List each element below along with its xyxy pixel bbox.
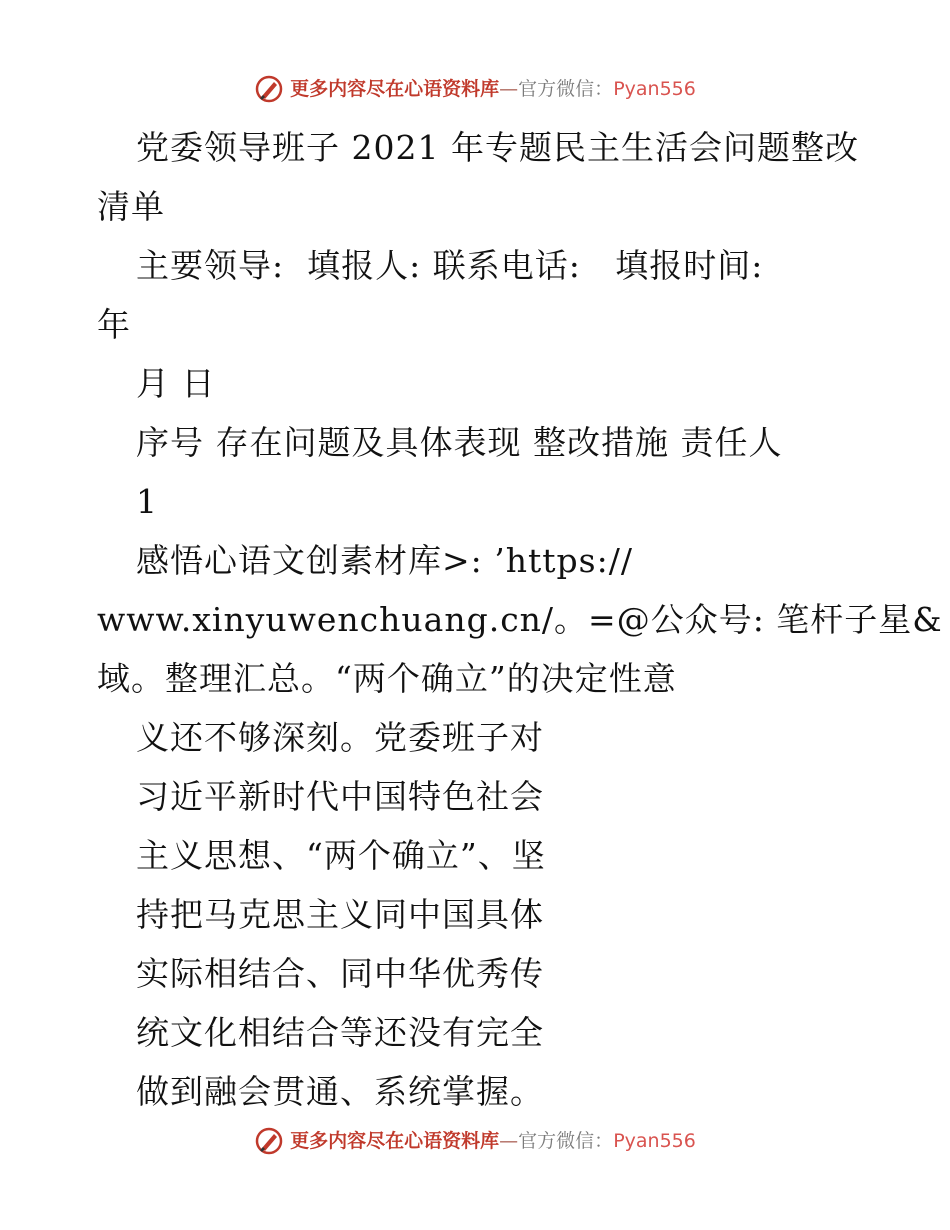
doc-table-header-line: 序号 存在问题及具体表现 整改措施 责任人 (136, 423, 783, 462)
doc-paragraph-line: 实际相结合、同中华优秀传 (136, 954, 544, 993)
doc-paragraph-line: 统文化相结合等还没有完全 (136, 1013, 544, 1052)
doc-title-line-1: 党委领导班子 2021 年专题民主生活会问题整改 (136, 128, 859, 167)
doc-paragraph-line: www.xinyuwenchuang.cn/。=@公众号: 笔杆子星& (97, 600, 943, 639)
watermark-dash: — (499, 78, 519, 100)
doc-paragraph-line: 感悟心语文创素材库>: ’https:// (136, 541, 633, 580)
watermark-text: 更多内容尽在心语资料库 (290, 78, 500, 100)
footer-watermark (0, 1124, 950, 1158)
watermark-wechat-label: 官方微信： (518, 78, 614, 100)
header-watermark (0, 72, 950, 106)
doc-paragraph-line: 持把马克思主义同中国具体 (136, 895, 544, 934)
doc-paragraph-line: 义还不够深刻。党委班子对 (136, 718, 544, 757)
doc-year-line: 年 (97, 305, 131, 344)
document-body (97, 118, 943, 1121)
doc-paragraph-line: 做到融会贯通、系统掌握。 (136, 1072, 544, 1111)
doc-paragraph-line: 主义思想、“两个确立”、坚 (136, 836, 546, 875)
doc-month-day-line: 月 日 (136, 364, 216, 403)
doc-title-line-2: 清单 (97, 187, 165, 226)
doc-row-number: 1 (136, 482, 158, 521)
pen-logo-icon (254, 74, 284, 104)
pen-logo-icon (254, 1126, 284, 1156)
doc-paragraph-line: 域。整理汇总。“两个确立”的决定性意 (97, 659, 677, 698)
watermark-wechat-label: 官方微信： (518, 1130, 614, 1152)
watermark-wechat-id: Pyan556 (613, 78, 696, 100)
doc-info-line: 主要领导: 填报人: 联系电话: 填报时间: (136, 246, 764, 285)
doc-paragraph-line: 习近平新时代中国特色社会 (136, 777, 544, 816)
watermark-dash: — (499, 1130, 519, 1152)
watermark-wechat-id: Pyan556 (613, 1130, 696, 1152)
watermark-text: 更多内容尽在心语资料库 (290, 1130, 500, 1152)
